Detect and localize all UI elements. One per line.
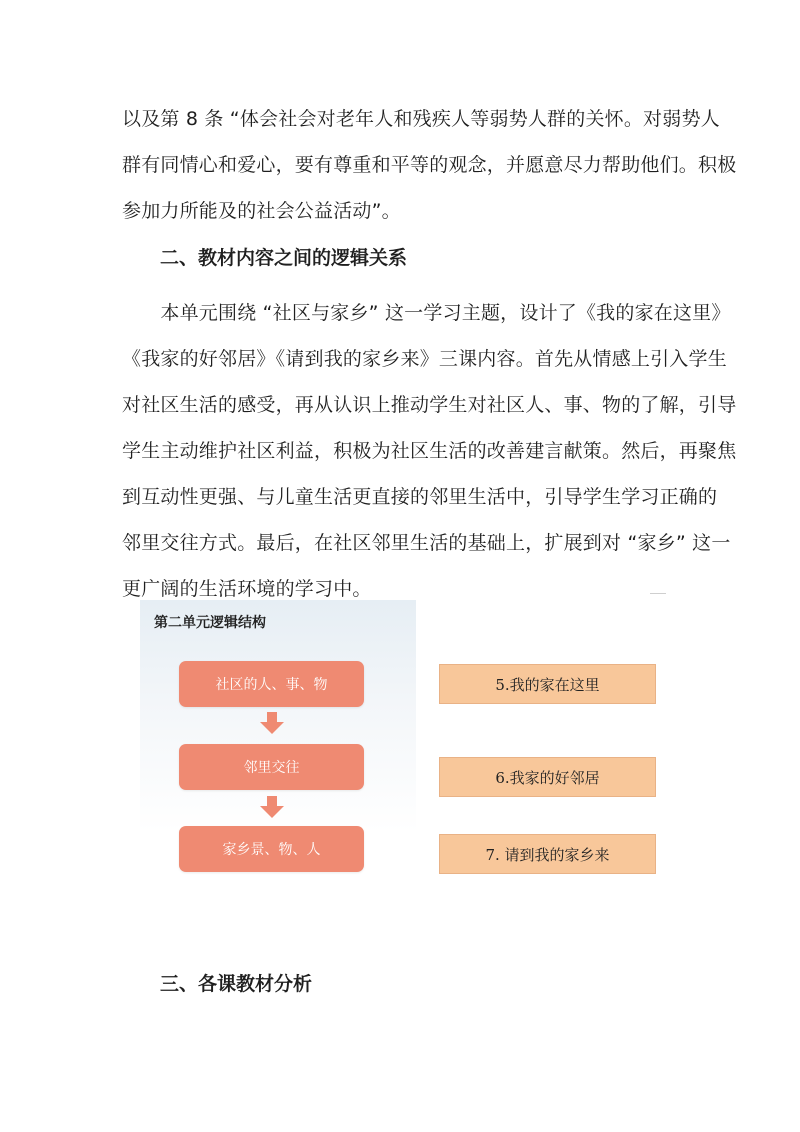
text-line: 更广阔的生活环境的学习中。 — [122, 578, 372, 600]
arrow-down-icon — [260, 796, 284, 818]
arrow-down-icon — [260, 712, 284, 734]
text-line: 参加力所能及的社会公益活动”。 — [122, 200, 401, 222]
flow-step-hometown: 家乡景、物、人 — [179, 826, 364, 872]
text-line: 邻里交往方式。最后，在社区邻里生活的基础上，扩展到对 “家乡” 这一 — [122, 532, 731, 554]
text-line: 本单元围绕 “社区与家乡” 这一学习主题，设计了《我的家在这里》 — [122, 302, 731, 324]
text-line: 到互动性更强、与儿童生活更直接的邻里生活中，引导学生学习正确的 — [122, 486, 718, 508]
lesson-box-7: 7. 请到我的家乡来 — [439, 834, 656, 874]
decorative-line — [650, 593, 666, 594]
logic-paragraph — [122, 290, 737, 612]
text-line: 学生主动维护社区利益，积极为社区生活的改善建言献策。然后，再聚焦 — [122, 440, 737, 462]
flow-step-community: 社区的人、事、物 — [179, 661, 364, 707]
lesson-box-5: 5.我的家在这里 — [439, 664, 656, 704]
lesson-box-6: 6.我家的好邻居 — [439, 757, 656, 797]
section-heading-lessons: 三、各课教材分析 — [160, 973, 313, 995]
section-heading-logic: 二、教材内容之间的逻辑关系 — [160, 247, 408, 269]
intro-paragraph — [122, 96, 737, 234]
text-line: 以及第 8 条 “体会社会对老年人和残疾人等弱势人群的关怀。对弱势人 — [122, 108, 720, 130]
text-line: 对社区生活的感受，再从认识上推动学生对社区人、事、物的了解，引导 — [122, 394, 737, 416]
text-line: 群有同情心和爱心，要有尊重和平等的观念，并愿意尽力帮助他们。积极 — [122, 154, 737, 176]
flow-step-neighbors: 邻里交往 — [179, 744, 364, 790]
diagram-title: 第二单元逻辑结构 — [154, 615, 266, 631]
text-line: 《我家的好邻居》《请到我的家乡来》三课内容。首先从情感上引入学生 — [122, 348, 727, 370]
